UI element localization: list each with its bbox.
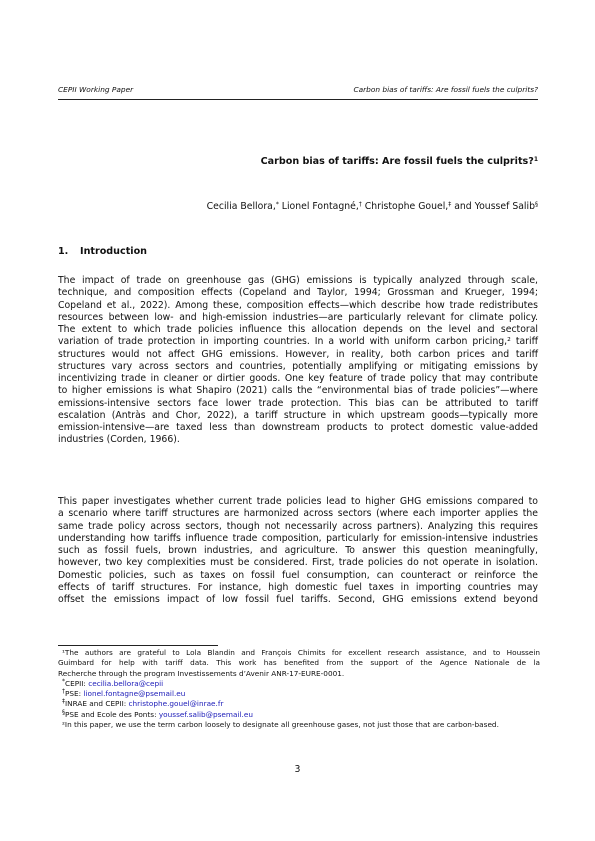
text-line: incentivizing trade in cleaner or dirtier goods. One key feature of trade policy that may contribute [58, 373, 538, 384]
text-line: offset the emissions impact of low fossil fuel tariffs. Second, GHG emissions extend beyond [58, 594, 538, 605]
text-line: This paper investigates whether current trade policies lead to higher GHG emissions compared to [58, 496, 538, 507]
affiliation-label: INRAE and CEPII: [65, 699, 129, 709]
text-line: same trade policy across sectors, though not necessarily across partners). Analyzing this requires [58, 520, 538, 532]
paragraph-1 [58, 275, 538, 447]
author-mark: * [275, 201, 279, 208]
author-list [207, 201, 538, 212]
affiliation-mark: * [62, 677, 65, 685]
footnote-line: Guimbard for help with tariff data. This work has benefited from the support of the Agence Nationale de la [58, 658, 540, 668]
text-line: technique, and composition effects (Copeland and Taylor, 1994; Grossman and Krueger, 1994; [58, 287, 538, 299]
text-line: however, two key complexities must be considered. First, trade policies do not operate in isolation. [58, 557, 538, 569]
text-line: such as fossil fuels, brown industries, and agriculture. To answer this question meaningfully, [58, 545, 538, 556]
author-name: Lionel Fontagné, [281, 201, 359, 212]
text-line: a scenario where tariff structures are harmonized across sectors (where each importer applies the [58, 508, 538, 520]
author-mark: § [535, 201, 538, 208]
paragraph-2 [58, 496, 538, 606]
text-line: Domestic policies, such as taxes on fossil fuel consumption, can counteract or reinforce the [58, 569, 538, 581]
running-header [58, 85, 538, 96]
page-number: 3 [294, 764, 301, 775]
text-line: emissions-intensive sectors face lower trade protection. This bias can be attributed to tariff [58, 397, 538, 409]
section-number: 1. [58, 246, 69, 257]
author-name: and Youssef Salib [454, 201, 535, 212]
email-link[interactable]: lionel.fontagne@psemail.eu [83, 689, 186, 699]
header-rule [58, 99, 538, 100]
text-line: Copeland et al., 2022). Among these, composition effects—which describe how trade redistributes [58, 299, 538, 311]
email-link[interactable]: youssef.salib@psemail.eu [158, 709, 253, 719]
affiliation-label: CEPII: [65, 678, 89, 688]
affiliation-mark: § [62, 708, 65, 716]
footnote-affiliation [58, 699, 540, 709]
header-journal: CEPII Working Paper [58, 85, 134, 94]
footnote-affiliation [58, 679, 540, 689]
email-link[interactable]: christophe.gouel@inrae.fr [128, 699, 224, 709]
affiliation-mark: † [62, 688, 65, 696]
text-line: to higher emissions is what Shapiro (2021) calls the “environmental bias of trade policies”—where [58, 385, 538, 397]
title-footnote-mark: 1 [533, 156, 538, 163]
author-name: Cecilia Bellora, [206, 201, 276, 212]
header-short-title: Carbon bias of tariffs: Are fossil fuels the culprits? [353, 85, 538, 94]
email-link[interactable]: cecilia.bellora@cepii [88, 678, 164, 688]
author-name: Christophe Gouel, [364, 201, 449, 212]
affiliation-mark: ‡ [62, 698, 65, 706]
text-line: understanding how tariffs influence trade composition, particularly for emission-intensive industries [58, 532, 538, 544]
footnote-line: Recherche through the program Investissements d’Avenir ANR-17-EURE-0001. [58, 668, 345, 678]
text-line: The extent to which trade policies influence this allocation depends on the level and sectoral [58, 324, 538, 335]
footnote-affiliation [58, 689, 540, 699]
text-line: structures would not affect GHG emissions. However, in reality, both carbon prices and tariff [58, 348, 538, 360]
text-line: structures vary across sectors and countries, potentially amplifying or mitigating emissions by [58, 360, 538, 372]
text-line: emission-intensive—are taxed less than downstream products to protect domestic value-added [58, 422, 538, 433]
text-line: industries (Corden, 1966). [58, 434, 180, 446]
footnote-affiliation [58, 710, 540, 720]
section-title: Introduction [80, 246, 147, 257]
footnote-line: ²In this paper, we use the term carbon loosely to designate all greenhouse gases, not just those that are carbon-based. [62, 720, 499, 730]
text-line: effects of tariff structures. For instance, high domestic fuel taxes in importing countries may [58, 581, 538, 593]
section-heading [58, 246, 147, 257]
author-mark: † [358, 201, 362, 208]
affiliation-label: PSE: [65, 689, 84, 699]
author-mark: ‡ [448, 201, 452, 208]
paper-title-text: Carbon bias of tariffs: Are fossil fuels the culprits? [260, 156, 534, 167]
paper-title [261, 156, 538, 167]
footnote-line: ¹The authors are grateful to Lola Blandin and François Chimits for excellent research assistance, and to Houssein [62, 648, 540, 657]
text-line: resources between low- and high-emission industries—are particularly relevant for climate policy. [58, 311, 538, 323]
text-line: escalation (Antràs and Chor, 2022), a tariff structure in which upstream goods—typically more [58, 409, 538, 421]
affiliation-label: PSE and Ecole des Ponts: [65, 709, 159, 719]
footnote-rule [58, 645, 218, 646]
footnotes [58, 648, 540, 730]
text-line: The impact of trade on greenhouse gas (GHG) emissions is typically analyzed through scale, [58, 275, 538, 286]
text-line: variation of trade protection in importing countries. In a world with uniform carbon pricing,² tariff [58, 336, 538, 348]
